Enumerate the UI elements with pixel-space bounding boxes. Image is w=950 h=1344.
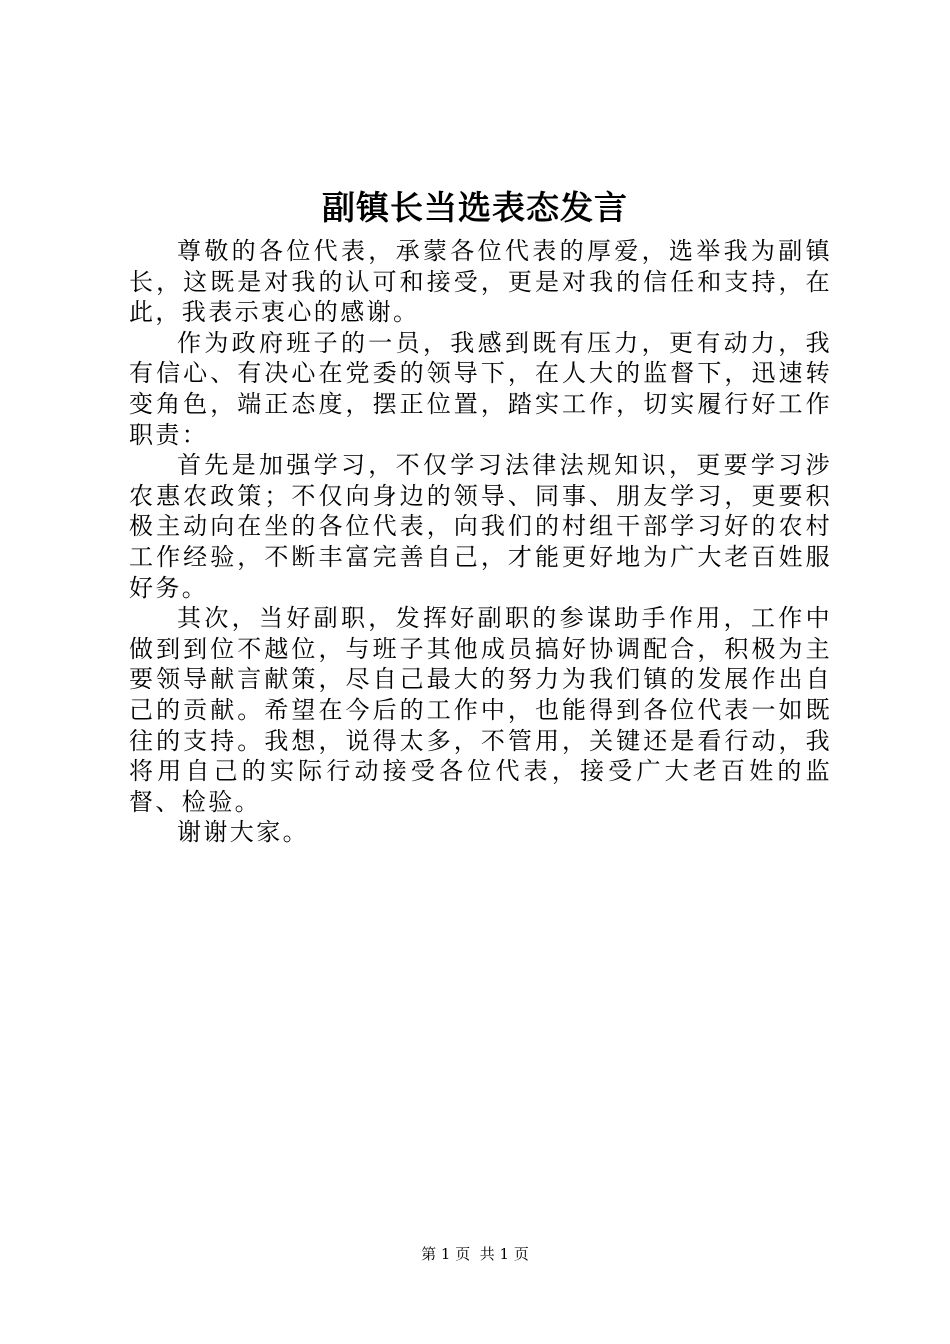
paragraph-commitment: 作为政府班子的一员，我感到既有压力，更有动力，我有信心、有决心在党委的领导下，在人大的监督下，迅速转变角色，端正态度，摆正位置，踏实工作，切实履行好工作职责： [129, 328, 832, 449]
paragraph-greeting: 尊敬的各位代表，承蒙各位代表的厚爱，选举我为副镇长，这既是对我的认可和接受，更是对我的信任和支持，在此，我表示衷心的感谢。 [129, 237, 832, 327]
document-body [129, 236, 832, 848]
paragraph-closing: 谢谢大家。 [177, 818, 309, 847]
document-title: 副镇长当选表态发言 [322, 188, 628, 227]
page-footer [0, 1244, 950, 1264]
page-number-total: 共 1 页 [479, 1245, 529, 1263]
paragraph-deputy-role: 其次，当好副职，发挥好副职的参谋助手作用，工作中做到到位不越位，与班子其他成员搞好协调配合，积极为主要领导献言献策，尽自己最大的努力为我们镇的发展作出自己的贡献。希望在今后的工作中，也能得到各位代表一如既往的支持。我想，说得太多，不管用，关键还是看行动，我将用自己的实际行动接受各位代表，接受广大老百姓的监督、检验。 [129, 604, 832, 816]
paragraph-learning: 首先是加强学习，不仅学习法律法规知识，更要学习涉农惠农政策；不仅向身边的领导、同事、朋友学习，更要积极主动向在坐的各位代表，向我们的村组干部学习好的农村工作经验，不断丰富完善自己，才能更好地为广大老百姓服好务。 [129, 451, 832, 602]
page-number-current: 第 1 页 [421, 1245, 471, 1263]
